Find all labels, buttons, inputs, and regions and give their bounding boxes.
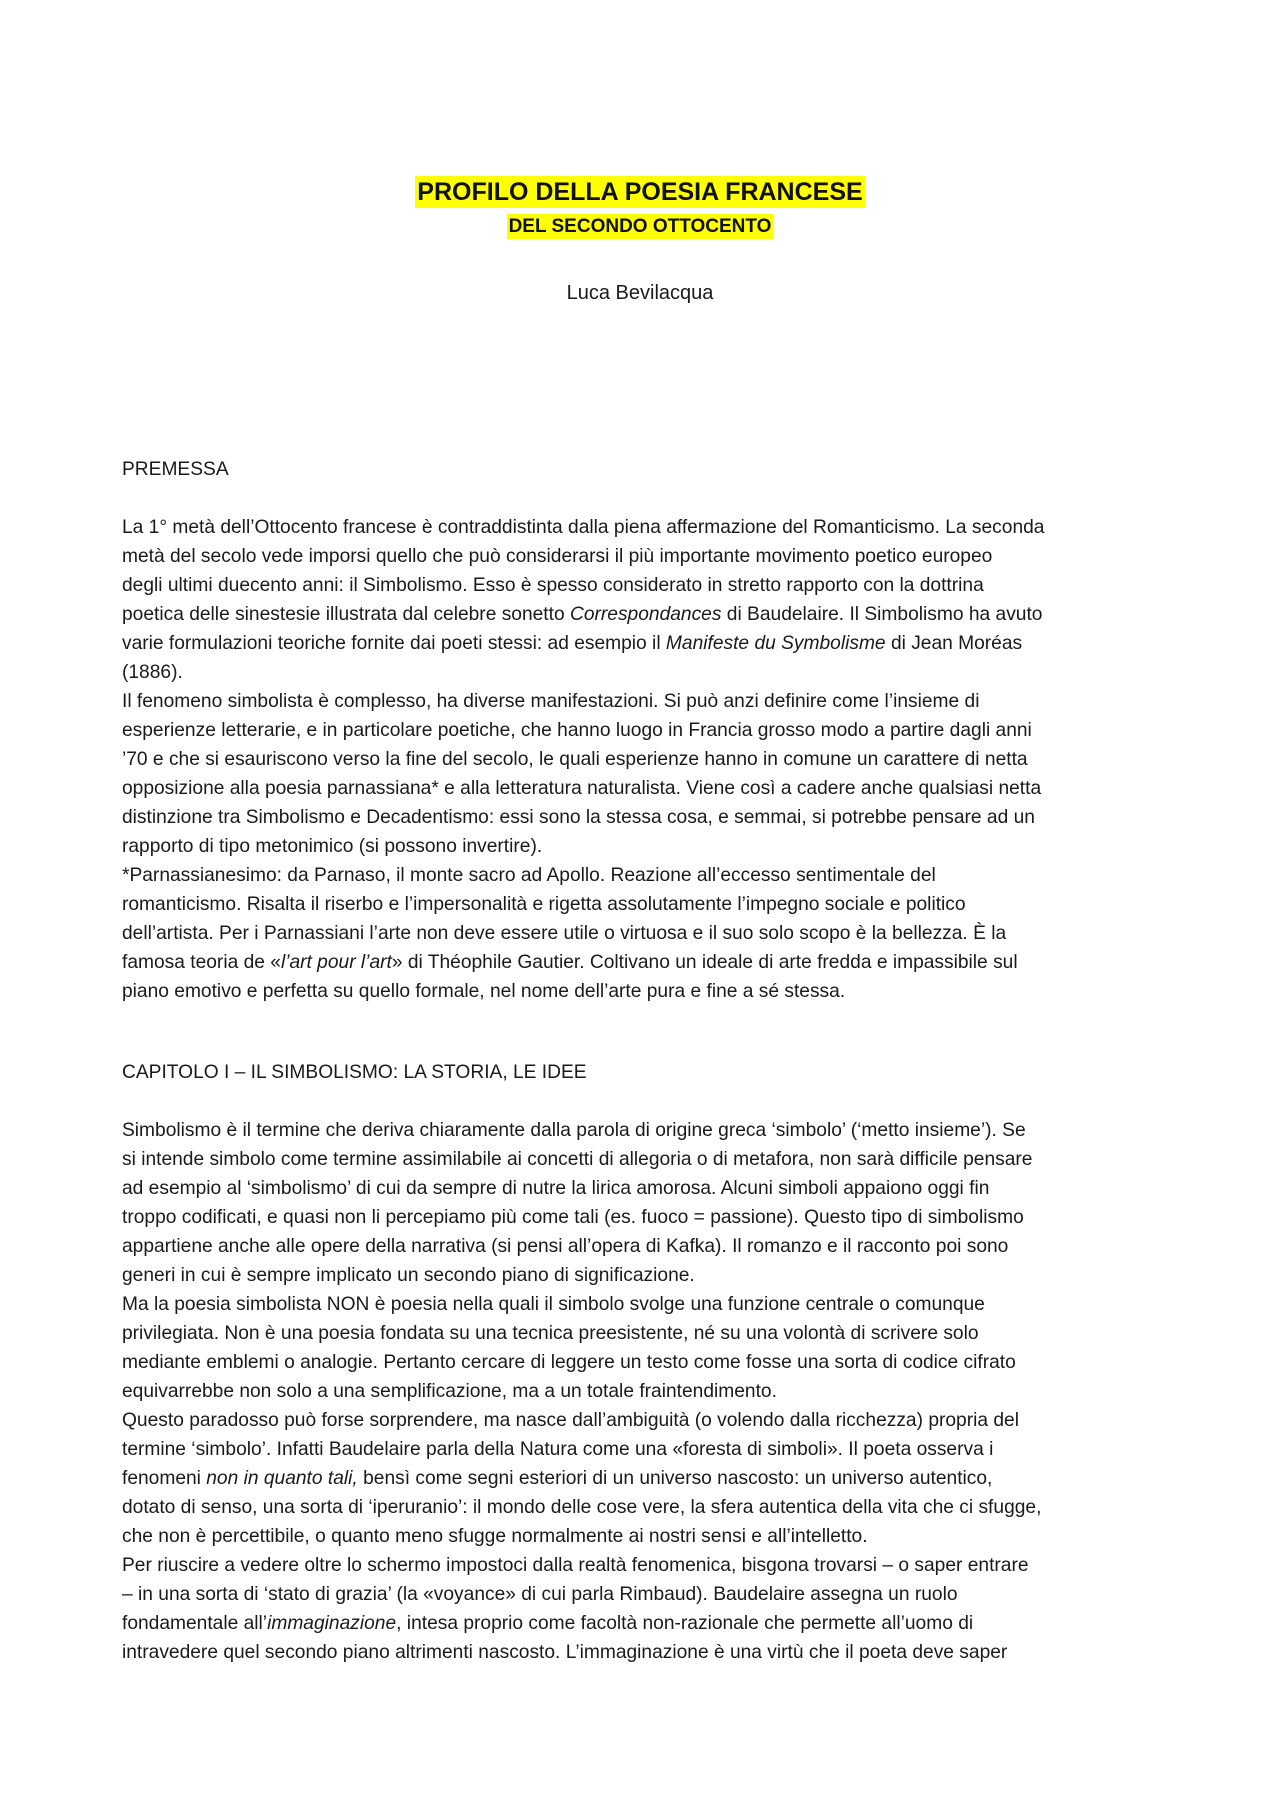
title-block: [0, 176, 1280, 239]
text-line: *Parnassianesimo: da Parnaso, il monte sacro ad Apollo. Reazione all’eccesso sentimentale del: [122, 865, 936, 886]
text-line: [122, 1609, 1172, 1638]
text-line: ad esempio al ‘simbolismo’ di cui da sempre di nutre la lirica amorosa. Alcuni simboli appaiono oggi fin: [122, 1178, 990, 1199]
text-line: piano emotivo e perfetta su quello formale, nel nome dell’arte pura e fine a sé stessa.: [122, 981, 846, 1002]
text-line: [122, 948, 1172, 977]
text-line: esperienze letterarie, e in particolare poetiche, che hanno luogo in Francia grosso modo a partire dagli anni: [122, 720, 1032, 741]
italic-quote: l’art pour l’art: [280, 952, 392, 973]
text-line: opposizione alla poesia parnassiana* e alla letteratura naturalista. Viene così a cadere anche qualsiasi netta: [122, 778, 1042, 799]
text-line: equivarrebbe non solo a una semplificazione, ma a un totale fraintendimento.: [122, 1381, 777, 1402]
section-premessa: [122, 455, 1172, 1006]
text-span: fenomeni: [122, 1468, 207, 1489]
text-line: Per riuscire a vedere oltre lo schermo impostoci dalla realtà fenomenica, bisgona trovarsi – o saper entrare: [122, 1555, 1029, 1576]
text-line: privilegiata. Non è una poesia fondata su una tecnica preesistente, né su una volontà di scrivere solo: [122, 1323, 979, 1344]
text-line: [122, 600, 1172, 629]
text-line: Questo paradosso può forse sorprendere, ma nasce dall’ambiguità (o volendo dalla ricchezza) propria del: [122, 1410, 1019, 1431]
text-line: Ma la poesia simbolista NON è poesia nella quali il simbolo svolge una funzione centrale o comunque: [122, 1294, 985, 1315]
text-line: appartiene anche alle opere della narrativa (si pensi all’opera di Kafka). Il romanzo e il racconto poi sono: [122, 1236, 1009, 1257]
text-line: si intende simbolo come termine assimilabile ai concetti di allegoria o di metafora, non sarà difficile pensare: [122, 1149, 1033, 1170]
section-heading-premessa: PREMESSA: [122, 459, 229, 480]
italic-title: Manifeste du Symbolisme: [665, 633, 886, 654]
text-line: ’70 e che si esauriscono verso la fine del secolo, le quali esperienze hanno in comune un carattere di netta: [122, 749, 1028, 770]
text-line: rapporto di tipo metonimico (si possono invertire).: [122, 836, 543, 857]
text-line: che non è percettibile, o quanto meno sfugge normalmente ai nostri sensi e all’intelletto.: [122, 1526, 868, 1547]
author-name: Luca Bevilacqua: [566, 282, 714, 304]
italic-title: Correspondances: [569, 604, 722, 625]
text-line: intravedere quel secondo piano altrimenti nascosto. L’immaginazione è una virtù che il poeta deve saper: [122, 1642, 1008, 1663]
text-span: di Baudelaire. Il Simbolismo ha avuto: [721, 604, 1043, 625]
text-line: dotato di senso, una sorta di ‘iperuranio’: il mondo delle cose vere, la sfera autentica della vita che ci sfugge,: [122, 1497, 1042, 1518]
text-line: (1886).: [122, 662, 183, 683]
text-line: [122, 1464, 1172, 1493]
text-span: fondamentale all’: [122, 1613, 268, 1634]
italic-phrase: non in quanto tali,: [206, 1468, 358, 1489]
text-line: mediante emblemi o analogie. Pertanto cercare di leggere un testo come fosse una sorta di codice cifrato: [122, 1352, 1016, 1373]
text-line: degli ultimi duecento anni: il Simbolismo. Esso è spesso considerato in stretto rapporto con la dottrina: [122, 575, 984, 596]
text-span: poetica delle sinestesie illustrata dal celebre sonetto: [122, 604, 570, 625]
paragraph: [122, 1116, 1172, 1290]
section-capitolo-1: [122, 1058, 1172, 1667]
text-line: generi in cui è sempre implicato un secondo piano di significazione.: [122, 1265, 695, 1286]
text-span: , intesa proprio come facoltà non-razionale che permette all’uomo di: [396, 1613, 974, 1634]
paragraph: [122, 1551, 1172, 1667]
text-line: Simbolismo è il termine che deriva chiaramente dalla parola di origine greca ‘simbolo’ (‘metto insieme’). Se: [122, 1120, 1026, 1141]
section-heading-capitolo-1: CAPITOLO I – IL SIMBOLISMO: LA STORIA, LE IDEE: [122, 1062, 587, 1083]
paragraph: [122, 1406, 1172, 1551]
text-span: di Jean Moréas: [885, 633, 1023, 654]
text-span: bensì come segni esteriori di un universo nascosto: un universo autentico,: [357, 1468, 993, 1489]
text-line: distinzione tra Simbolismo e Decadentismo: essi sono la stessa cosa, e semmai, si potrebbe pensare ad un: [122, 807, 1035, 828]
text-line: dell’artista. Per i Parnassiani l’arte non deve essere utile o virtuosa e il suo solo scopo è la bellezza. È la: [122, 923, 1007, 944]
text-line: termine ‘simbolo’. Infatti Baudelaire parla della Natura come una «foresta di simboli». Il poeta osserva i: [122, 1439, 994, 1460]
text-line: metà del secolo vede imporsi quello che può considerarsi il più importante movimento poetico europeo: [122, 546, 993, 567]
text-line: La 1° metà dell’Ottocento francese è contraddistinta dalla piena affermazione del Romanticismo. La seconda: [122, 517, 1045, 538]
paragraph: [122, 1290, 1172, 1406]
document-subtitle: DEL SECONDO OTTOCENTO: [508, 216, 772, 237]
italic-term: immaginazione: [267, 1613, 397, 1634]
text-span: varie formulazioni teoriche fornite dai poeti stessi: ad esempio il: [122, 633, 666, 654]
paragraph: [122, 687, 1172, 861]
text-line: Il fenomeno simbolista è complesso, ha diverse manifestazioni. Si può anzi definire come l’insieme di: [122, 691, 980, 712]
footnote-paragraph: [122, 861, 1172, 1006]
text-line: – in una sorta di ‘stato di grazia’ (la «voyance» di cui parla Rimbaud). Baudelaire assegna un ruolo: [122, 1584, 958, 1605]
text-line: romanticismo. Risalta il riserbo e l’impersonalità e rigetta assolutamente l’impegno sociale e politico: [122, 894, 966, 915]
text-line: [122, 629, 1172, 658]
document-title: PROFILO DELLA POESIA FRANCESE: [417, 178, 863, 206]
text-span: » di Théophile Gautier. Coltivano un ideale di arte fredda e impassibile sul: [391, 952, 1018, 973]
text-span: famosa teoria de «: [122, 952, 281, 973]
text-line: troppo codificati, e quasi non li percepiamo più come tali (es. fuoco = passione). Questo tipo di simbolismo: [122, 1207, 1024, 1228]
paragraph: [122, 513, 1172, 687]
